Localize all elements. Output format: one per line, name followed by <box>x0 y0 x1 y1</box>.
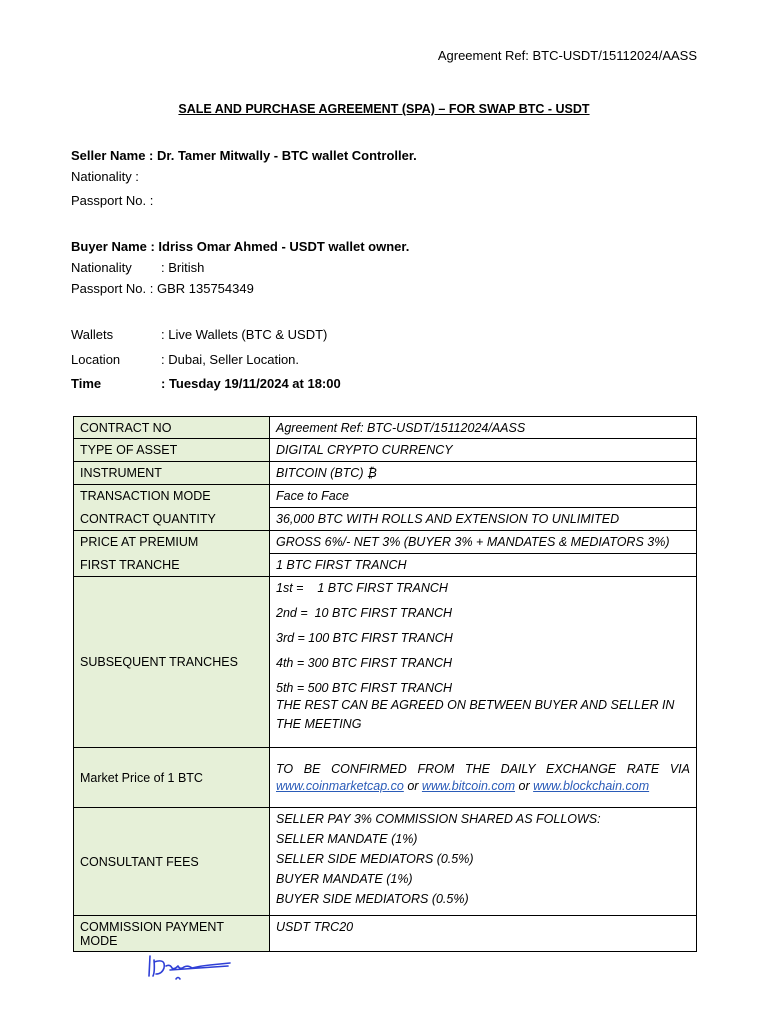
seller-nationality: Nationality : <box>71 169 139 184</box>
asset-type-value: DIGITAL CRYPTO CURRENCY <box>270 439 697 462</box>
contract-quantity-label: CONTRACT QUANTITY <box>74 508 270 531</box>
transaction-mode-label: TRANSACTION MODE <box>74 485 270 508</box>
table-row <box>74 916 697 952</box>
time-row <box>71 376 341 391</box>
table-row <box>74 485 697 508</box>
commission-mode-label: COMMISSION PAYMENT MODE <box>74 916 270 952</box>
tranche-5: 5th = 500 BTC FIRST TRANCH <box>276 681 453 695</box>
buyer-nationality-label: Nationality <box>71 260 132 275</box>
fees-line: SELLER PAY 3% COMMISSION SHARED AS FOLLOWS: <box>276 812 601 826</box>
seller-passport: Passport No. : <box>71 193 154 208</box>
first-tranche-value: 1 BTC FIRST TRANCH <box>270 554 697 577</box>
location-label: Location <box>71 352 121 367</box>
location-value: : Dubai, Seller Location. <box>161 352 300 367</box>
blockchain-link[interactable]: www.blockchain.com <box>533 778 650 793</box>
contract-quantity-value: 36,000 BTC WITH ROLLS AND EXTENSION TO UNLIMITED <box>270 508 697 531</box>
instrument-label: INSTRUMENT <box>74 462 270 485</box>
location-row <box>71 352 299 367</box>
tranche-1: 1st = 1 BTC FIRST TRANCH <box>276 581 448 595</box>
buyer-nationality-value: : British <box>161 260 205 275</box>
tranche-3: 3rd = 100 BTC FIRST TRANCH <box>276 631 453 645</box>
asset-type-label: TYPE OF ASSET <box>74 439 270 462</box>
market-price-links <box>276 778 690 795</box>
table-row <box>74 417 697 439</box>
or-text: or <box>407 778 419 793</box>
instrument-value: BITCOIN (BTC) ₿ <box>270 462 697 485</box>
seller-name-line: Seller Name : Dr. Tamer Mitwally - BTC wallet Controller. <box>71 148 417 163</box>
fees-line: SELLER MANDATE (1%) <box>276 832 418 846</box>
subsequent-tranches-value <box>270 577 697 748</box>
contract-no-label: CONTRACT NO <box>74 417 270 439</box>
coinmarketcap-link[interactable]: www.coinmarketcap.co <box>276 778 404 793</box>
buyer-nationality-row <box>71 260 204 275</box>
market-price-label: Market Price of 1 BTC <box>74 748 270 808</box>
table-row <box>74 462 697 485</box>
wallets-value: : Live Wallets (BTC & USDT) <box>161 327 328 342</box>
document-title: SALE AND PURCHASE AGREEMENT (SPA) – FOR SWAP BTC - USDT <box>178 102 590 116</box>
contract-table <box>73 416 697 952</box>
tranche-4: 4th = 300 BTC FIRST TRANCH <box>276 656 453 670</box>
table-row <box>74 808 697 916</box>
wallets-label: Wallets <box>71 327 114 342</box>
buyer-passport: Passport No. : GBR 135754349 <box>71 281 254 296</box>
table-row <box>74 439 697 462</box>
tranche-rest-note: THE REST CAN BE AGREED ON BETWEEN BUYER AND SELLER IN THE MEETING <box>276 698 675 731</box>
consultant-fees-value <box>270 808 697 916</box>
or-text: or <box>518 778 530 793</box>
agreement-ref: Agreement Ref: BTC-USDT/15112024/AASS <box>437 48 697 63</box>
price-premium-value: GROSS 6%/- NET 3% (BUYER 3% + MANDATES & MEDIATORS 3%) <box>270 531 697 554</box>
table-row <box>74 508 697 531</box>
market-price-value <box>270 748 697 808</box>
contract-no-value: Agreement Ref: BTC-USDT/15112024/AASS <box>270 417 697 439</box>
price-premium-label: PRICE AT PREMIUM <box>74 531 270 554</box>
table-row <box>74 577 697 748</box>
table-row <box>74 531 697 554</box>
market-price-text: TO BE CONFIRMED FROM THE DAILY EXCHANGE RATE VIA <box>276 761 690 776</box>
time-label: Time <box>71 376 102 391</box>
table-row <box>74 554 697 577</box>
transaction-mode-value: Face to Face <box>270 485 697 508</box>
buyer-name-line: Buyer Name : Idriss Omar Ahmed - USDT wallet owner. <box>71 239 410 254</box>
fees-line: SELLER SIDE MEDIATORS (0.5%) <box>276 852 474 866</box>
first-tranche-label: FIRST TRANCHE <box>74 554 270 577</box>
time-value: : Tuesday 19/11/2024 at 18:00 <box>161 376 341 391</box>
commission-mode-value: USDT TRC20 <box>270 916 697 952</box>
table-row <box>74 748 697 808</box>
signature-image <box>140 952 240 986</box>
subsequent-tranches-label: SUBSEQUENT TRANCHES <box>74 577 270 748</box>
tranche-2: 2nd = 10 BTC FIRST TRANCH <box>276 606 453 620</box>
bitcoin-link[interactable]: www.bitcoin.com <box>421 778 516 793</box>
fees-line: BUYER SIDE MEDIATORS (0.5%) <box>276 892 469 906</box>
consultant-fees-label: CONSULTANT FEES <box>74 808 270 916</box>
wallets-row <box>71 327 327 342</box>
fees-line: BUYER MANDATE (1%) <box>276 872 413 886</box>
